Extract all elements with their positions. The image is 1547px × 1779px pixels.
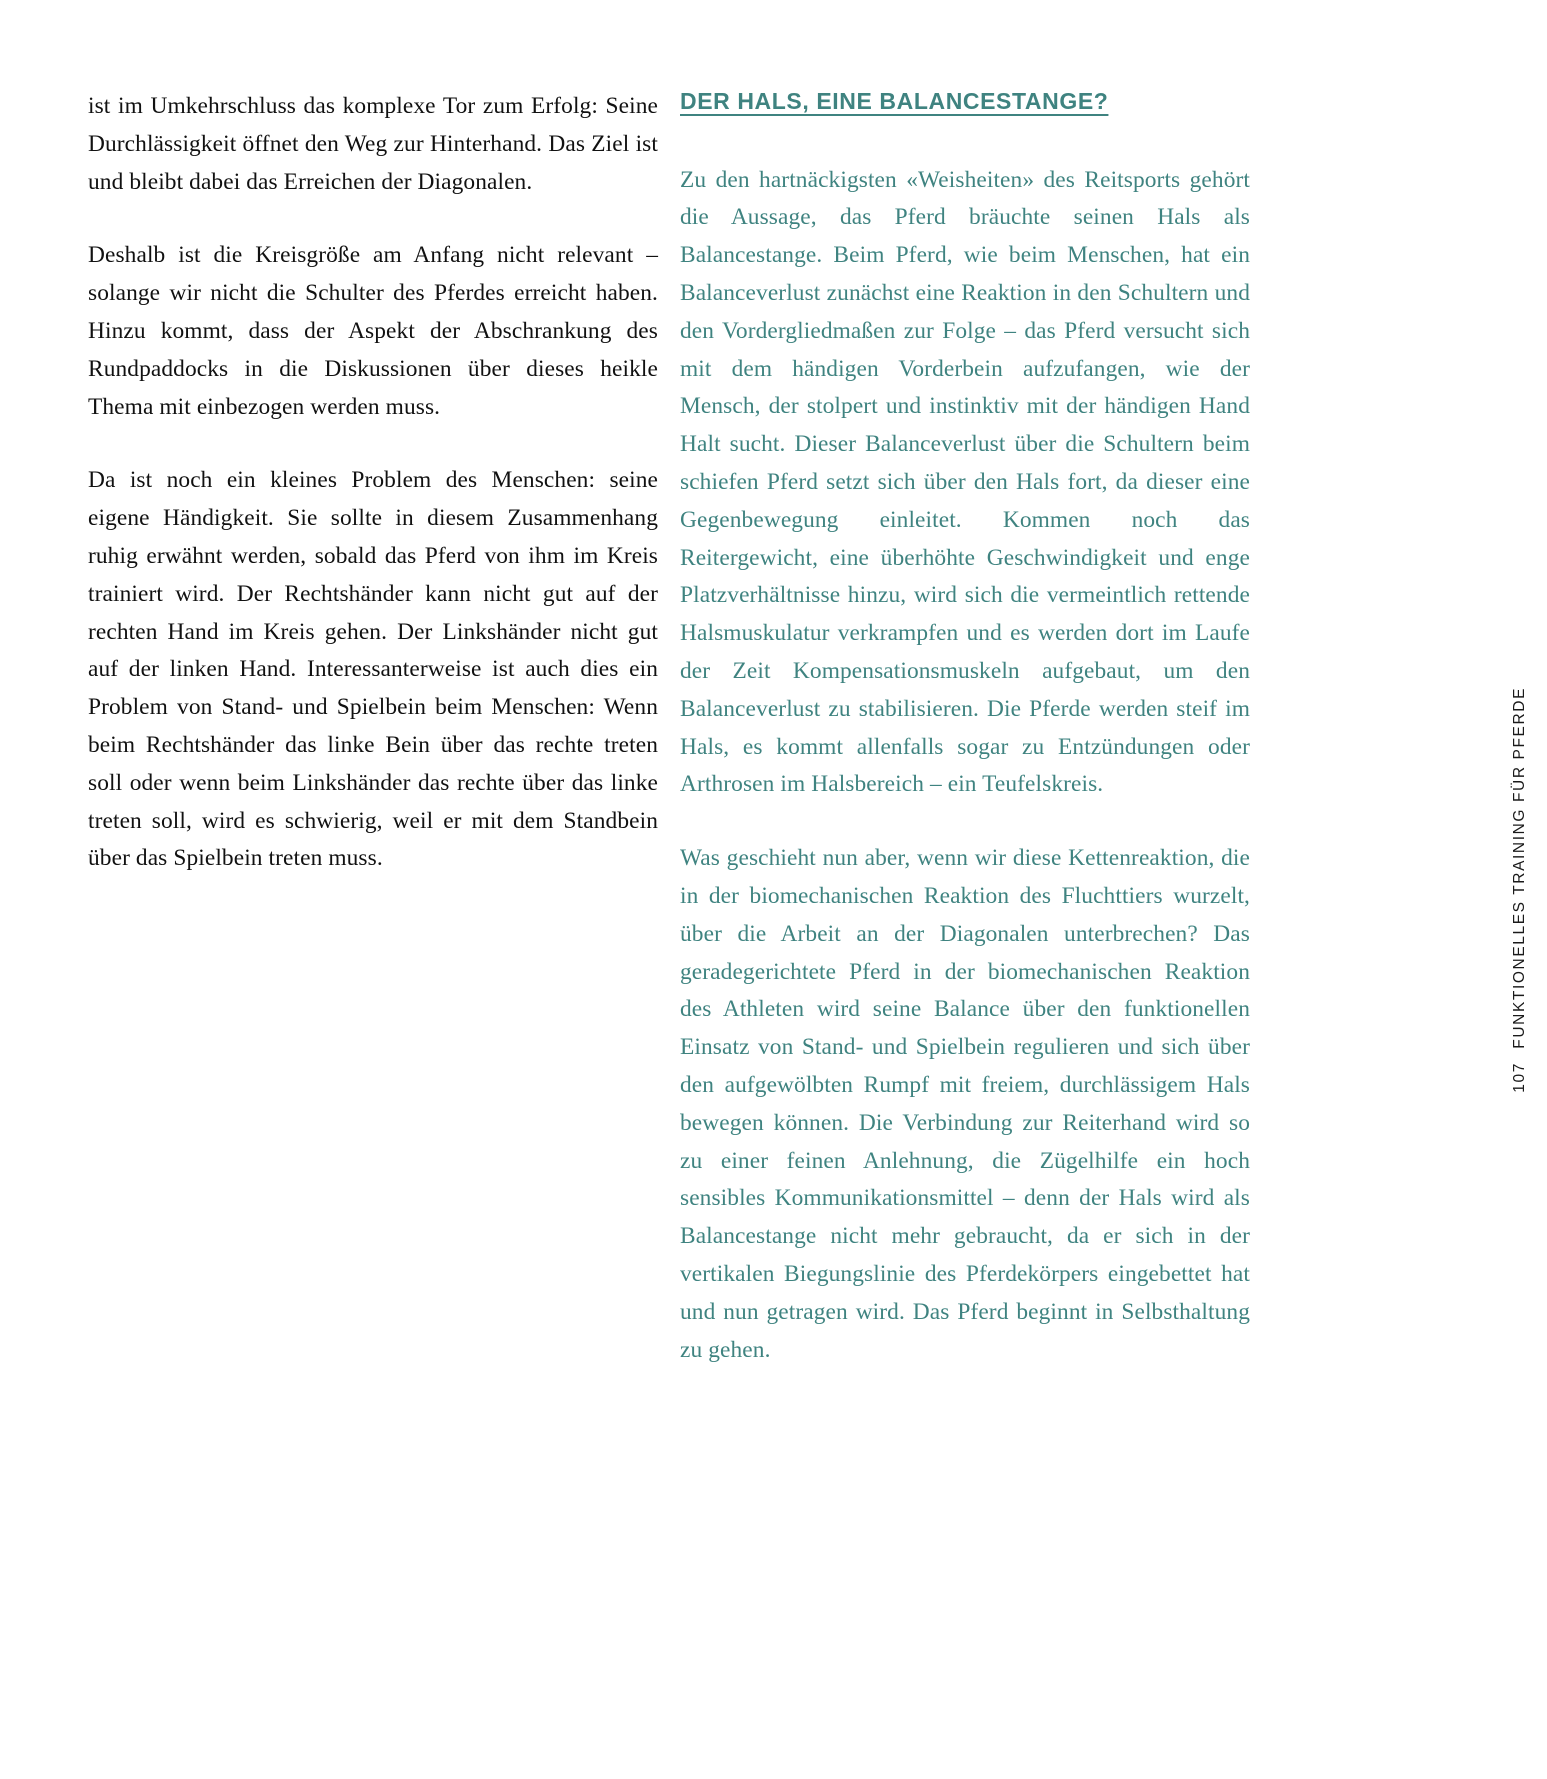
paragraph: ist im Umkehrschluss das komplexe Tor zum Erfolg: Seine Durchlässigkeit öffnet den Weg zur Hinterhand. Das Ziel ist und bleibt dabei das Erreichen der Diagonalen.	[88, 93, 658, 195]
paragraph: Zu den hartnäckigsten «Weisheiten» des Reitsports gehört die Aussage, das Pferd bräuchte seinen Hals als Balancestange. Beim Pferd, wie beim Menschen, hat ein Balanceverlust zunächst eine Reaktion in den Schultern und den Vordergliedmaßen zur Folge – das Pferd versucht sich mit dem händigen Vorderbein aufzufangen, wie der Mensch, der stolpert und instinktiv mit der händigen Hand Halt sucht. Dieser Balanceverlust über die Schultern beim schiefen Pferd setzt sich über den Hals fort, da dieser eine Gegenbewegung einleitet. Kommen noch das Reitergewicht, eine überhöhte Geschwindigkeit und enge Platzverhältnisse hinzu, wird sich die vermeintlich rettende Halsmuskulatur verkrampfen und es werden dort im Laufe der Zeit Kompensationsmuskeln aufgebaut, um den Balanceverlust zu stabilisieren. Die Pferde werden steif im Hals, es kommt allenfalls sogar zu Entzündungen oder Arthrosen im Halsbereich – ein Teufelskreis.	[680, 166, 1250, 798]
paragraph: Deshalb ist die Kreisgröße am Anfang nicht relevant – solange wir nicht die Schulter des Pferdes erreicht haben. Hinzu kommt, dass der Aspekt der Abschrankung des Rundpaddocks in die Diskussionen über dieses heikle Thema mit einbezogen werden muss.	[88, 242, 658, 420]
page-number: 107	[1511, 1061, 1528, 1093]
paragraph: Was geschieht nun aber, wenn wir diese Kettenreaktion, die in der biomechanischen Reaktion des Fluchttiers wurzelt, über die Arbeit an der Diagonalen unterbrechen? Das geradegerichtete Pferd in der biomechanischen Reaktion des Athleten wird seine Balance über den funktionellen Einsatz von Stand- und Spielbein regulieren und sich über den aufgewölbten Rumpf mit freiem, durchlässigem Hals bewegen können. Die Verbindung zur Reiterhand wird so zu einer feinen Anlehnung, die Zügelhilfe ein hoch sensibles Kommunikationsmittel – denn der Hals wird als Balancestange nicht mehr gebraucht, da er sich in der vertikalen Biegungslinie des Pferdekörpers eingebettet hat und nun getragen wird. Das Pferd beginnt in Selbsthaltung zu gehen.	[680, 845, 1250, 1363]
running-header-title: FUNKTIONELLES TRAINING FÜR PFERDE	[1511, 686, 1528, 1049]
section-heading: DER HALS, EINE BALANCESTANGE?	[680, 88, 1109, 114]
right-text-column	[680, 88, 1250, 1369]
left-text-column	[88, 88, 658, 878]
running-header	[1511, 687, 1529, 1092]
paragraph: Da ist noch ein kleines Problem des Menschen: seine eigene Händigkeit. Sie sollte in diesem Zusammenhang ruhig erwähnt werden, sobald das Pferd von ihm im Kreis trainiert wird. Der Rechtshänder kann nicht gut auf der rechten Hand im Kreis gehen. Der Linkshänder nicht gut auf der linken Hand. Interessanterweise ist auch dies ein Problem von Stand- und Spielbein beim Menschen: Wenn beim Rechtshänder das linke Bein über das rechte treten soll oder wenn beim Linkshänder das rechte über das linke treten soll, wird es schwierig, weil er mit dem Standbein über das Spielbein treten muss.	[88, 467, 658, 872]
